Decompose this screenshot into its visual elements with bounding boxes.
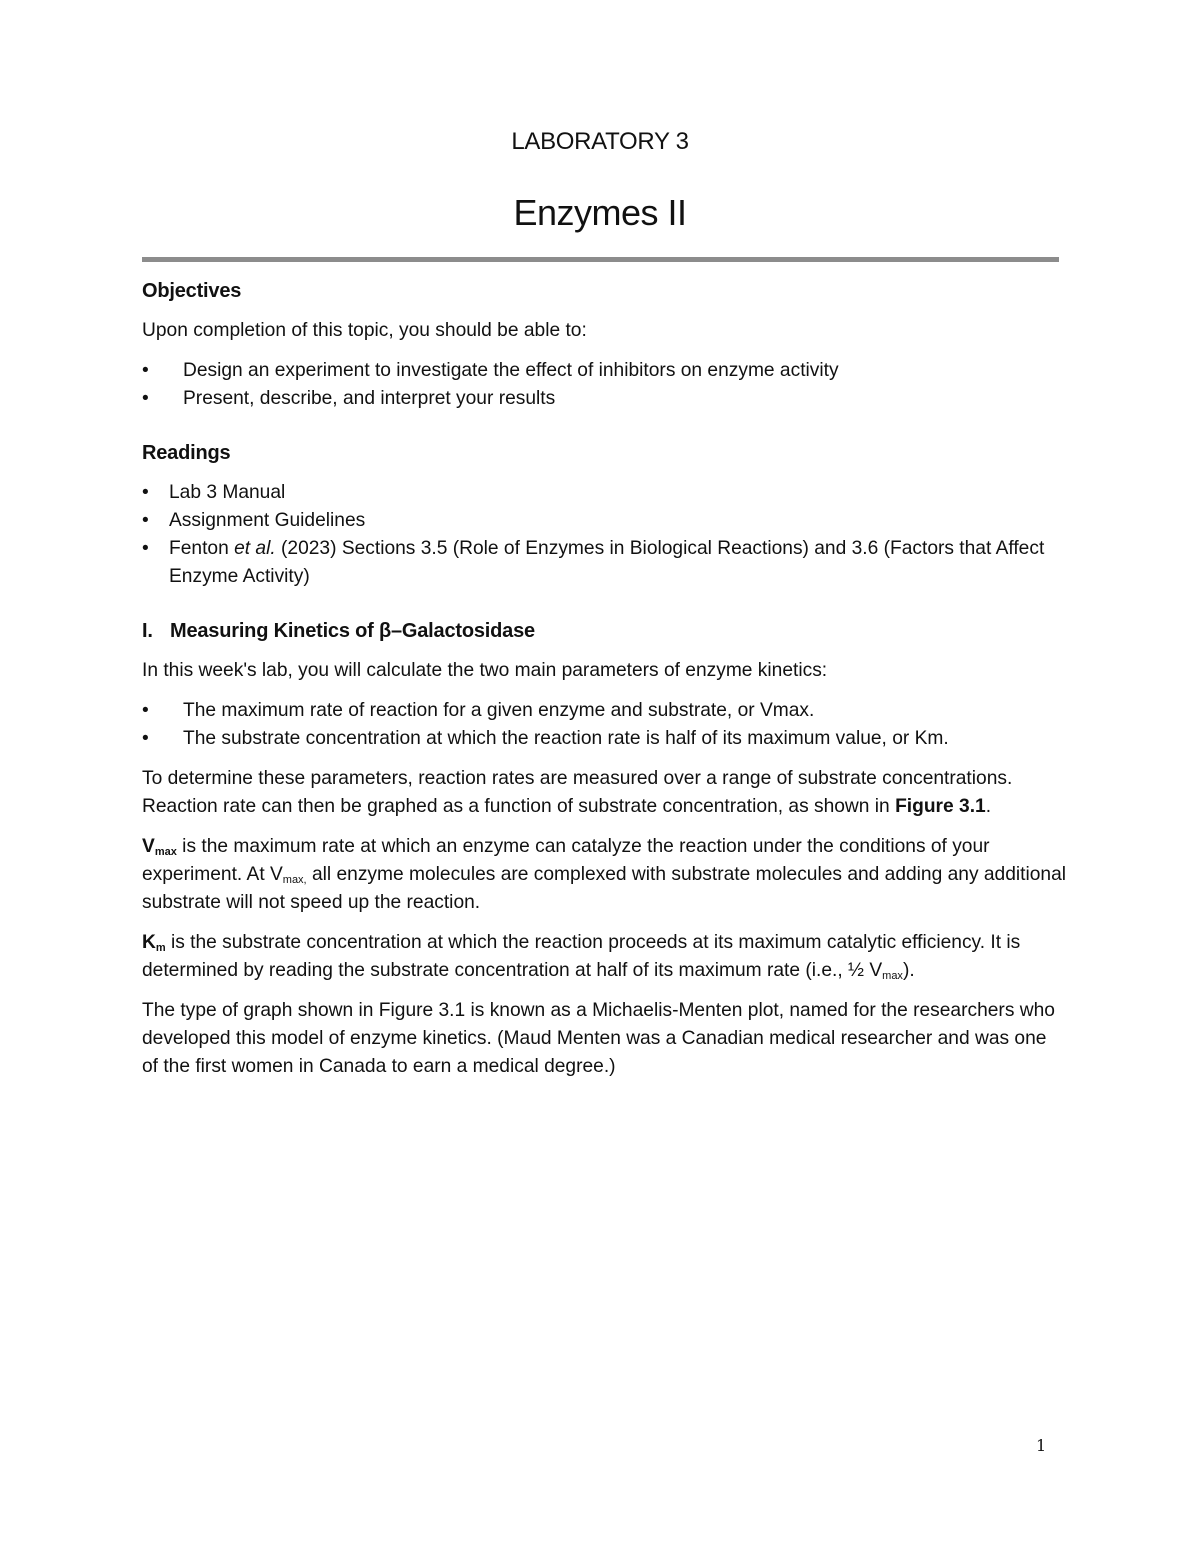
reading-text: Assignment Guidelines bbox=[169, 510, 366, 531]
km-symbol-subscript: m bbox=[155, 942, 166, 954]
kinetics-heading-text: Measuring Kinetics of β–Galactosidase bbox=[170, 620, 535, 642]
reading-et-al: et al. bbox=[234, 538, 276, 559]
objectives-heading: Objectives bbox=[142, 280, 242, 302]
kinetics-heading bbox=[142, 617, 1067, 645]
vmax-paragraph bbox=[142, 833, 1067, 917]
bullet-icon: • bbox=[142, 538, 149, 559]
objectives-intro: Upon completion of this topic, you should be able to: bbox=[142, 320, 587, 341]
km-text: is the substrate concentration at which the reaction proceeds at its maximum catalytic efficiency. It is determined by reading the substrate concentration at half of its maximum rate (i.e., ½ V bbox=[142, 932, 1021, 981]
objective-text: Design an experiment to investigate the effect of inhibitors on enzyme activity bbox=[183, 360, 839, 381]
vmax-text-continued: all enzyme molecules are complexed with substrate molecules and adding any additional substrate will not speed up the reaction. bbox=[142, 864, 1067, 913]
determine-text: To determine these parameters, reaction rates are measured over a range of substrate concentrations. Reaction rate can then be graphed as a function of substrate concentration, as shown in bbox=[142, 768, 1013, 817]
determine-end: . bbox=[985, 796, 992, 817]
vmax-subscript: max, bbox=[282, 874, 307, 886]
bullet-icon: • bbox=[142, 700, 149, 721]
page-number: 1 bbox=[1036, 1436, 1047, 1455]
reading-author: Fenton bbox=[169, 538, 235, 559]
objectives-section bbox=[142, 277, 1067, 413]
kinetics-section bbox=[142, 617, 1067, 1081]
figure-reference: Figure 3.1 bbox=[895, 796, 986, 817]
kinetics-intro: In this week's lab, you will calculate the two main parameters of enzyme kinetics: bbox=[142, 660, 828, 681]
list-item bbox=[142, 357, 1067, 385]
km-subscript: max bbox=[882, 970, 903, 982]
lab-number: LABORATORY 3 bbox=[511, 128, 689, 155]
list-item bbox=[142, 507, 1067, 535]
km-paragraph bbox=[142, 929, 1067, 985]
bullet-icon: • bbox=[142, 360, 149, 381]
objectives-list bbox=[142, 357, 1067, 413]
list-item bbox=[142, 535, 1067, 591]
kinetics-parameter-list bbox=[142, 697, 1067, 753]
bullet-icon: • bbox=[142, 728, 149, 749]
list-item bbox=[142, 385, 1067, 413]
list-item bbox=[142, 479, 1067, 507]
km-text-end: ). bbox=[902, 960, 915, 981]
main-content bbox=[142, 277, 1067, 1093]
reading-text: Lab 3 Manual bbox=[169, 482, 286, 503]
title-divider bbox=[142, 257, 1059, 262]
km-symbol: K bbox=[142, 932, 156, 953]
list-item bbox=[142, 697, 1067, 725]
reading-citation: (2023) Sections 3.5 (Role of Enzymes in Biological Reactions) and 3.6 (Factors that Affect Enzyme Activity) bbox=[169, 538, 1045, 587]
parameter-text: The substrate concentration at which the reaction rate is half of its maximum value, or Km. bbox=[183, 728, 949, 749]
readings-section bbox=[142, 439, 1067, 591]
bullet-icon: • bbox=[142, 482, 149, 503]
michaelis-menten-paragraph: The type of graph shown in Figure 3.1 is known as a Michaelis-Menten plot, named for the researchers who developed this model of enzyme kinetics. (Maud Menten was a Canadian medical researcher and was one of the first women in Canada to earn a medical degree.) bbox=[142, 1000, 1055, 1077]
bullet-icon: • bbox=[142, 510, 149, 531]
parameter-text: The maximum rate of reaction for a given enzyme and substrate, or Vmax. bbox=[183, 700, 815, 721]
bullet-icon: • bbox=[142, 388, 149, 409]
readings-list bbox=[142, 479, 1067, 591]
determine-paragraph bbox=[142, 765, 1067, 821]
vmax-symbol-subscript: max bbox=[154, 846, 177, 858]
vmax-symbol: V bbox=[142, 836, 155, 857]
section-numeral: I. bbox=[142, 620, 153, 642]
readings-heading: Readings bbox=[142, 442, 231, 464]
objective-text: Present, describe, and interpret your results bbox=[183, 388, 556, 409]
vmax-text: is the maximum rate at which an enzyme can catalyze the reaction under the conditions of your experiment. At V bbox=[142, 836, 990, 885]
list-item bbox=[142, 725, 1067, 753]
page-title: Enzymes II bbox=[513, 192, 687, 233]
